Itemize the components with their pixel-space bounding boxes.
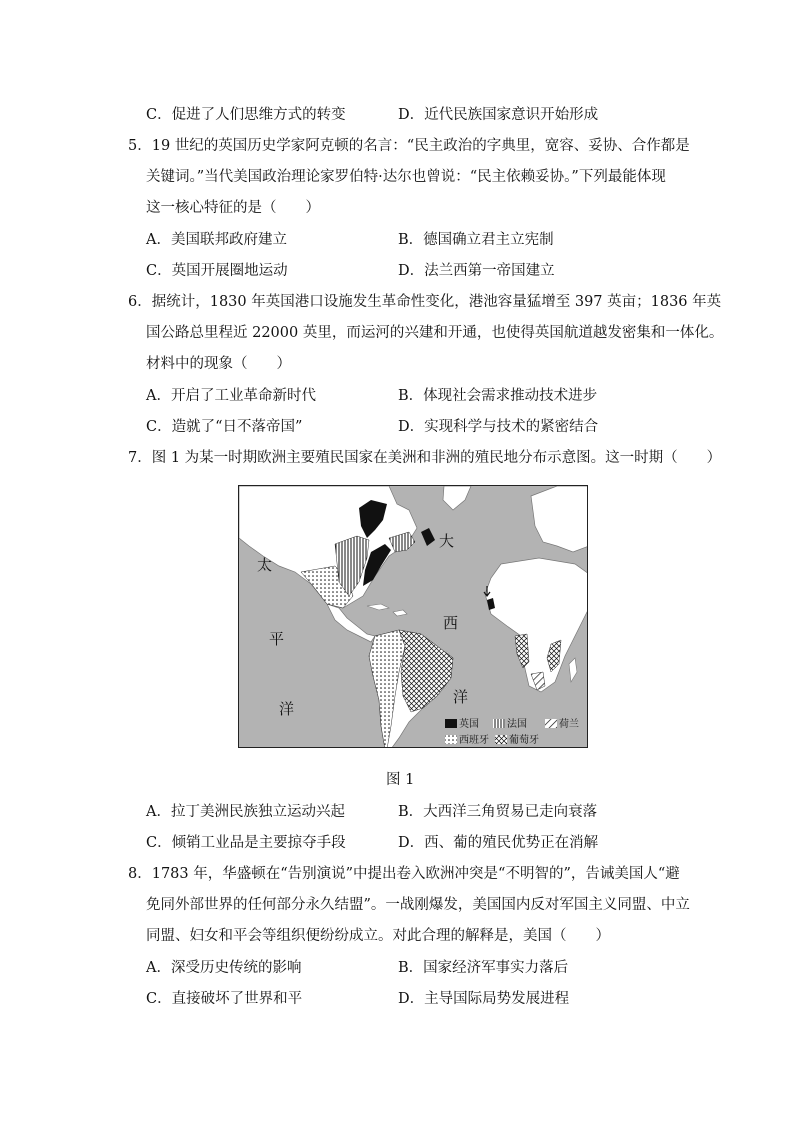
legend-swatch-spain [445,735,457,744]
legend-swatch-france [493,719,505,728]
q6-option-c: C．造就了“日不落帝国” [146,419,303,435]
q7-option-b: B．大西洋三角贸易已走向衰落 [398,804,598,820]
q7-option-d: D．西、葡的殖民优势正在消解 [398,835,599,851]
q5-option-d: D．法兰西第一帝国建立 [398,263,555,279]
q4-option-d: D．近代民族国家意识开始形成 [398,107,599,123]
legend-label-netherlands: 荷兰 [559,719,579,730]
q8-stem-line-1: 8．1783 年，华盛顿在“告别演说”中提出卷入欧洲冲突是“不明智的”，告诫美国人“避 [128,866,680,882]
q8-stem-line-2: 免同外部世界的任何部分永久结盟”。一战刚爆发，美国国内反对军国主义同盟、中立 [146,897,690,913]
q5-stem-line-3: 这一核心特征的是（ ） [146,200,320,216]
ocean-label-xi: 西 [443,614,459,632]
ocean-label-yang-pacific: 洋 [279,700,295,718]
q8-option-b: B．国家经济军事实力落后 [398,960,569,976]
ocean-label-yang-atlantic: 洋 [453,688,469,706]
ocean-label-da: 大 [439,532,455,550]
q6-option-d: D．实现科学与技术的紧密结合 [398,419,599,435]
q7-stem-line-1: 7．图 1 为某一时期欧洲主要殖民国家在美洲和非洲的殖民地分布示意图。这一时期（ ） [128,450,722,466]
legend-label-portugal: 葡萄牙 [509,735,539,746]
q8-stem-line-3: 同盟、妇女和平会等组织便纷纷成立。对此合理的解释是，美国（ ） [146,928,610,944]
q5-option-b: B．德国确立君主立宪制 [398,232,554,248]
legend-swatch-portugal [495,735,507,744]
q5-stem-line-2: 关键词。”当代美国政治理论家罗伯特·达尔也曾说：“民主依赖妥协。”下列最能体现 [146,169,666,185]
legend-label-spain: 西班牙 [459,735,489,746]
q6-stem-line-2: 国公路总里程近 22000 英里，而运河的兴建和开通，也使得英国航道越发密集和一体化。 [146,325,724,341]
map-svg [239,486,588,748]
legend-label-france: 法国 [507,719,527,730]
q4-option-c: C．促进了人们思维方式的转变 [146,107,346,123]
q7-option-a: A．拉丁美洲民族独立运动兴起 [146,804,345,820]
q6-option-b: B．体现社会需求推动技术进步 [398,388,598,404]
q5-option-c: C．英国开展圈地运动 [146,263,288,279]
q6-stem-line-3: 材料中的现象（ ） [146,356,291,372]
colonial-map-figure [238,485,588,748]
q5-stem-line-1: 5．19 世纪的英国历史学家阿克顿的名言：“民主政治的字典里，宽容、妥协、合作都是 [128,138,690,154]
figure-caption: 图 1 [386,772,415,788]
q7-option-c: C．倾销工业品是主要掠夺手段 [146,835,346,851]
ocean-label-tai: 太 [257,556,273,574]
q6-option-a: A．开启了工业革命新时代 [146,388,316,404]
q8-option-c: C．直接破坏了世界和平 [146,991,303,1007]
legend-swatch-netherlands [545,719,557,728]
q8-option-d: D．主导国际局势发展进程 [398,991,570,1007]
q6-stem-line-1: 6．据统计，1830 年英国港口设施发生革命性变化，港池容量猛增至 397 英亩；1836 年英 [128,294,722,310]
ocean-label-ping: 平 [269,630,285,648]
q8-option-a: A．深受历史传统的影响 [146,960,302,976]
q5-option-a: A．美国联邦政府建立 [146,232,287,248]
legend-label-britain: 英国 [459,719,479,730]
legend-swatch-britain [445,719,457,728]
